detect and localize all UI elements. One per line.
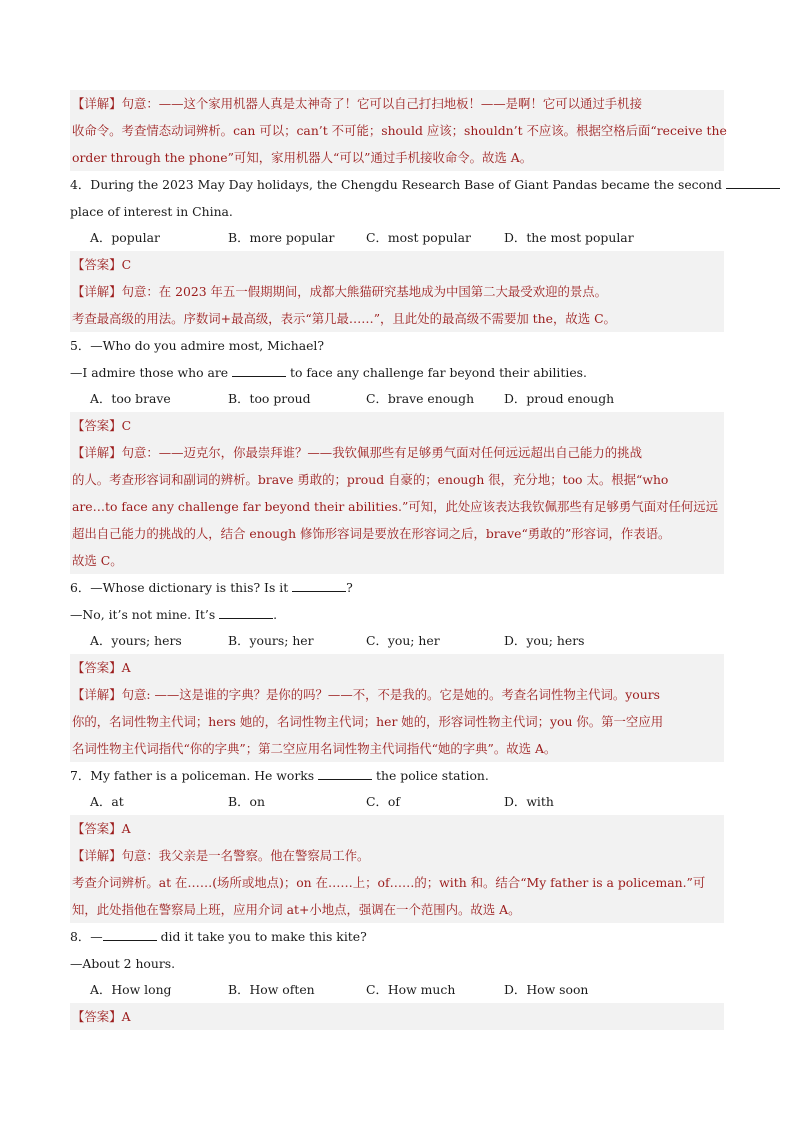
stem-text: did it take you to make this kite? bbox=[160, 929, 367, 944]
explanation-line: 的人。考查形容词和副词的辨析。brave 勇敢的；proud 自豪的；enough 很，充分地；too 太。根据“who bbox=[72, 472, 669, 487]
explain-text: 句意：我父亲是一名警察。他在警察局工作。 bbox=[121, 848, 370, 863]
question-8-answer bbox=[70, 1003, 724, 1030]
option-b: B．more popular bbox=[228, 230, 335, 245]
option-a: A．at bbox=[90, 794, 124, 809]
answer-tag: 【答案】 bbox=[72, 257, 122, 272]
explanation-line: 考查介词辨析。at 在……(场所或地点)；on 在……上；of……的；with 和。结合“My father is a policeman.”可 bbox=[72, 875, 706, 890]
explain-text: 句意：在 2023 年五一假期期间，成都大熊猫研究基地成为中国第二大最受欢迎的景点。 bbox=[121, 284, 608, 299]
answer-blank bbox=[318, 767, 372, 780]
option-c: C．How much bbox=[366, 982, 456, 997]
explain-tag: 【详解】 bbox=[72, 284, 122, 299]
stem-text: —I admire those who are bbox=[70, 365, 229, 380]
option-c: C．of bbox=[366, 794, 400, 809]
question-stem bbox=[70, 601, 724, 628]
question-stem bbox=[70, 574, 724, 601]
explanation-line: 你的，名词性物主代词；hers 她的，名词性物主代词；her 她的，形容词性物主代词；you 你。第一空应用 bbox=[72, 714, 664, 729]
question-stem: 5．—Who do you admire most, Michael? bbox=[70, 338, 325, 353]
stem-text: 7．My father is a policeman. He works bbox=[70, 768, 315, 783]
stem-text: —No, it’s not mine. It’s bbox=[70, 607, 216, 622]
question-4-options bbox=[70, 225, 724, 251]
question-8 bbox=[70, 923, 724, 977]
question-5-explanation bbox=[70, 439, 724, 574]
option-d: D．proud enough bbox=[504, 391, 615, 406]
explain-tag: 【详解】 bbox=[72, 848, 122, 863]
question-stem bbox=[70, 171, 724, 198]
stem-text: . bbox=[273, 607, 278, 622]
option-d: D．the most popular bbox=[504, 230, 634, 245]
stem-text: to face any challenge far beyond their abilities. bbox=[290, 365, 587, 380]
stem-text: the police station. bbox=[376, 768, 489, 783]
option-b: B．yours; her bbox=[228, 633, 314, 648]
explain-tag: 【详解】 bbox=[72, 687, 122, 702]
explanation-line bbox=[72, 439, 722, 466]
option-d: D．with bbox=[504, 794, 554, 809]
answer-tag: 【答案】 bbox=[72, 418, 122, 433]
answer-blank bbox=[103, 928, 157, 941]
stem-text: 8．— bbox=[70, 929, 103, 944]
document-page bbox=[70, 90, 727, 1030]
stem-text: 6．—Whose dictionary is this? Is it bbox=[70, 580, 289, 595]
explanation-line: 考查最高级的用法。序数词+最高级，表示“第几最……”，且此处的最高级不需要加 the，故选 C。 bbox=[72, 311, 616, 326]
answer-blank bbox=[219, 606, 273, 619]
explanation-line: 超出自己能力的挑战的人，结合 enough 修饰形容词是要放在形容词之后，brave“勇敢的”形容词，作表语。 bbox=[72, 526, 671, 541]
option-b: B．on bbox=[228, 794, 265, 809]
question-stem bbox=[70, 359, 724, 386]
question-4-answer bbox=[70, 251, 724, 278]
question-7-answer bbox=[70, 815, 724, 842]
question-5-answer bbox=[70, 412, 724, 439]
question-4 bbox=[70, 171, 724, 225]
question-stem: —About 2 hours. bbox=[70, 956, 176, 971]
explain-text: 句意：——这个家用机器人真是太神奇了！它可以自己打扫地板！——是啊！它可以通过手机接 bbox=[121, 96, 642, 111]
option-b: B．How often bbox=[228, 982, 315, 997]
option-a: A．How long bbox=[90, 982, 172, 997]
question-6-answer bbox=[70, 654, 724, 681]
answer-blank bbox=[292, 579, 346, 592]
question-7-explanation bbox=[70, 842, 724, 923]
question-6-options bbox=[70, 628, 724, 654]
explanation-line bbox=[72, 278, 722, 305]
answer-value: C bbox=[121, 418, 132, 433]
explanation-line: 名词性物主代词指代“你的字典”；第二空应用名词性物主代词指代“她的字典”。故选 A。 bbox=[72, 741, 557, 756]
option-a: A．yours; hers bbox=[90, 633, 182, 648]
question-7 bbox=[70, 762, 724, 789]
option-a: A．popular bbox=[90, 230, 160, 245]
explain-text: 句意：——迈克尔，你最崇拜谁？——我钦佩那些有足够勇气面对任何远远超出自己能力的挑战 bbox=[121, 445, 642, 460]
explanation-line bbox=[72, 90, 722, 117]
answer-value: A bbox=[121, 1009, 131, 1024]
answer-value: A bbox=[121, 660, 131, 675]
stem-text: 4．During the 2023 May Day holidays, the Chengdu Research Base of Giant Pandas became the second bbox=[70, 177, 722, 192]
question-stem bbox=[70, 923, 724, 950]
option-d: D．How soon bbox=[504, 982, 589, 997]
explain-text: 句意: ——这是谁的字典？是你的吗？——不，不是我的。它是她的。考查名词性物主代词。yours bbox=[121, 687, 661, 702]
explanation-line: order through the phone”可知，家用机器人“可以”通过手机接收命令。故选 A。 bbox=[72, 150, 533, 165]
explanation-line: 知，此处指他在警察局上班，应用介词 at+小地点，强调在一个范围内。故选 A。 bbox=[72, 902, 521, 917]
option-c: C．you; her bbox=[366, 633, 440, 648]
answer-blank bbox=[726, 176, 780, 189]
explanation-line: 收命令。考查情态动词辨析。can 可以；can’t 不可能；should 应该；shouldn’t 不应该。根据空格后面“receive the bbox=[72, 123, 727, 138]
question-stem: place of interest in China. bbox=[70, 204, 233, 219]
explanation-line bbox=[72, 842, 722, 869]
question-6 bbox=[70, 574, 724, 628]
question-8-options bbox=[70, 977, 724, 1003]
explain-tag: 【详解】 bbox=[72, 96, 122, 111]
question-4-explanation bbox=[70, 278, 724, 332]
question-stem bbox=[70, 762, 724, 789]
question-5 bbox=[70, 332, 724, 386]
answer-blank bbox=[232, 364, 286, 377]
question-5-options bbox=[70, 386, 724, 412]
option-b: B．too proud bbox=[228, 391, 311, 406]
explanation-line: are…to face any challenge far beyond their abilities.”可知，此处应该表达我钦佩那些有足够勇气面对任何远远 bbox=[72, 499, 719, 514]
answer-value: A bbox=[121, 821, 131, 836]
question-6-explanation bbox=[70, 681, 724, 762]
explanation-line: 故选 C。 bbox=[72, 553, 123, 568]
answer-value: C bbox=[121, 257, 132, 272]
option-d: D．you; hers bbox=[504, 633, 585, 648]
explanation-line bbox=[72, 681, 722, 708]
explain-tag: 【详解】 bbox=[72, 445, 122, 460]
question-7-options bbox=[70, 789, 724, 815]
stem-text: ? bbox=[346, 580, 353, 595]
option-c: C．brave enough bbox=[366, 391, 475, 406]
answer-tag: 【答案】 bbox=[72, 1009, 122, 1024]
q3-explanation bbox=[70, 90, 727, 171]
answer-tag: 【答案】 bbox=[72, 660, 122, 675]
option-a: A．too brave bbox=[90, 391, 171, 406]
option-c: C．most popular bbox=[366, 230, 471, 245]
answer-tag: 【答案】 bbox=[72, 821, 122, 836]
